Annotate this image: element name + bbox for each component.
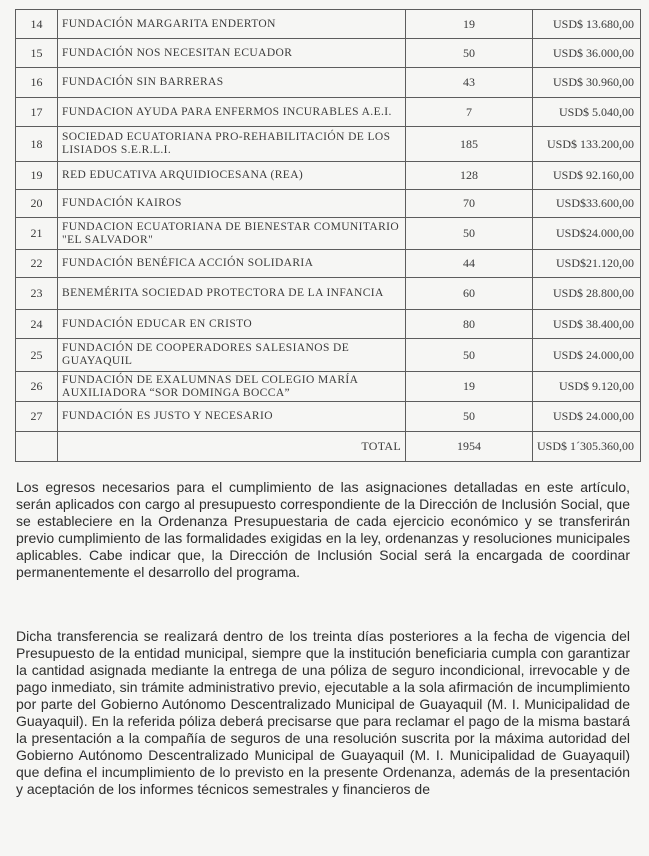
- table-row: [16, 310, 641, 339]
- organization-name: BENEMÉRITA SOCIEDAD PROTECTORA DE LA INFANCIA: [58, 278, 406, 310]
- table-row: [16, 39, 641, 68]
- row-number: 26: [16, 372, 58, 402]
- assigned-amount: USD$21.120,00: [533, 250, 641, 278]
- total-blank-cell: [16, 432, 58, 462]
- table-row: [16, 10, 641, 39]
- assigned-amount: USD$24.000,00: [533, 218, 641, 250]
- table-row: [16, 250, 641, 278]
- organization-name: RED EDUCATIVA ARQUIDIOCESANA (REA): [58, 162, 406, 190]
- table-row: [16, 162, 641, 190]
- assigned-amount: USD$ 9.120,00: [533, 372, 641, 402]
- beneficiary-count: 44: [406, 250, 533, 278]
- total-row: [16, 432, 641, 462]
- organization-name: FUNDACION ECUATORIANA DE BIENESTAR COMUNITARIO "EL SALVADOR": [58, 218, 406, 250]
- assigned-amount: USD$ 30.960,00: [533, 68, 641, 98]
- row-number: 14: [16, 10, 58, 39]
- row-number: 24: [16, 310, 58, 339]
- beneficiary-count: 70: [406, 190, 533, 218]
- organization-name: FUNDACIÓN KAIROS: [58, 190, 406, 218]
- organization-name: FUNDACIÓN MARGARITA ENDERTON: [58, 10, 406, 39]
- beneficiary-count: 50: [406, 39, 533, 68]
- beneficiary-count: 128: [406, 162, 533, 190]
- row-number: 18: [16, 127, 58, 162]
- beneficiary-count: 43: [406, 68, 533, 98]
- row-number: 25: [16, 339, 58, 372]
- organization-name: FUNDACIÓN DE EXALUMNAS DEL COLEGIO MARÍA AUXILIADORA “SOR DOMINGA BOCCA”: [58, 372, 406, 402]
- beneficiary-count: 50: [406, 402, 533, 432]
- total-amount: USD$ 1´305.360,00: [533, 432, 641, 462]
- table-row: [16, 127, 641, 162]
- assigned-amount: USD$ 5.040,00: [533, 98, 641, 127]
- beneficiary-count: 7: [406, 98, 533, 127]
- beneficiary-count: 185: [406, 127, 533, 162]
- paragraph-transfer: Dicha transferencia se realizará dentro de los treinta días posteriores a la fecha de vigencia del Presupuesto de la entidad municipal, siempre que la institución beneficiaria cumpla con garantizar la cantidad asignada mediante la entrega de una póliza de seguro incondicional, irrevocable y de pago inmediato, sin trámite administrativo previo, ejecutable a la sola afirmación de incumplimiento por parte del Gobierno Autónomo Descentralizado Municipal de Guayaquil (M. I. Municipalidad de Guayaquil). En la referida póliza deberá precisarse que para reclamar el pago de la misma bastará la presentación a la compañía de seguros de una resolución suscrita por la máxima autoridad del Gobierno Autónomo Descentralizado Municipal de Guayaquil (M. I. Municipalidad de Guayaquil) que defina el incumplimiento de lo previsto en la presente Ordenanza, además de la presentación y aceptación de los informes técnicos semestrales y financieros de: [16, 628, 630, 797]
- row-number: 21: [16, 218, 58, 250]
- organization-name: SOCIEDAD ECUATORIANA PRO-REHABILITACIÓN DE LOS LISIADOS S.E.R.L.I.: [58, 127, 406, 162]
- beneficiaries-table: [15, 9, 641, 462]
- assigned-amount: USD$ 28.800,00: [533, 278, 641, 310]
- total-count: 1954: [406, 432, 533, 462]
- assigned-amount: USD$ 92.160,00: [533, 162, 641, 190]
- row-number: 17: [16, 98, 58, 127]
- organization-name: FUNDACIÓN DE COOPERADORES SALESIANOS DE GUAYAQUIL: [58, 339, 406, 372]
- beneficiary-count: 19: [406, 10, 533, 39]
- assigned-amount: USD$ 133.200,00: [533, 127, 641, 162]
- table-row: [16, 190, 641, 218]
- organization-name: FUNDACION AYUDA PARA ENFERMOS INCURABLES A.E.I.: [58, 98, 406, 127]
- organization-name: FUNDACIÓN EDUCAR EN CRISTO: [58, 310, 406, 339]
- beneficiary-count: 19: [406, 372, 533, 402]
- table-row: [16, 402, 641, 432]
- row-number: 15: [16, 39, 58, 68]
- table-row: [16, 339, 641, 372]
- assigned-amount: USD$ 38.400,00: [533, 310, 641, 339]
- organization-name: FUNDACIÓN ES JUSTO Y NECESARIO: [58, 402, 406, 432]
- table-row: [16, 218, 641, 250]
- assigned-amount: USD$ 36.000,00: [533, 39, 641, 68]
- row-number: 23: [16, 278, 58, 310]
- assigned-amount: USD$ 24.000,00: [533, 402, 641, 432]
- organization-name: FUNDACIÓN BENÉFICA ACCIÓN SOLIDARIA: [58, 250, 406, 278]
- row-number: 27: [16, 402, 58, 432]
- beneficiary-count: 80: [406, 310, 533, 339]
- beneficiary-count: 60: [406, 278, 533, 310]
- beneficiary-count: 50: [406, 339, 533, 372]
- paragraph-expenditures: Los egresos necesarios para el cumplimiento de las asignaciones detalladas en este artículo, serán aplicados con cargo al presupuesto correspondiente de la Dirección de Inclusión Social, que se estableciere en la Ordenanza Presupuestaria de cada ejercicio económico y se transferirán previo cumplimiento de las formalidades exigidas en la ley, ordenanzas y resoluciones municipales aplicables. Cabe indicar que, la Dirección de Inclusión Social será la encargada de coordinar permanentemente el desarrollo del programa.: [16, 479, 630, 580]
- row-number: 16: [16, 68, 58, 98]
- organization-name: FUNDACIÓN SIN BARRERAS: [58, 68, 406, 98]
- table-row: [16, 278, 641, 310]
- row-number: 22: [16, 250, 58, 278]
- table-row: [16, 372, 641, 402]
- table-row: [16, 98, 641, 127]
- table-row: [16, 68, 641, 98]
- assigned-amount: USD$ 13.680,00: [533, 10, 641, 39]
- beneficiary-count: 50: [406, 218, 533, 250]
- row-number: 19: [16, 162, 58, 190]
- organization-name: FUNDACIÓN NOS NECESITAN ECUADOR: [58, 39, 406, 68]
- total-label: TOTAL: [58, 432, 406, 462]
- row-number: 20: [16, 190, 58, 218]
- table-body: [16, 10, 641, 462]
- assigned-amount: USD$33.600,00: [533, 190, 641, 218]
- assigned-amount: USD$ 24.000,00: [533, 339, 641, 372]
